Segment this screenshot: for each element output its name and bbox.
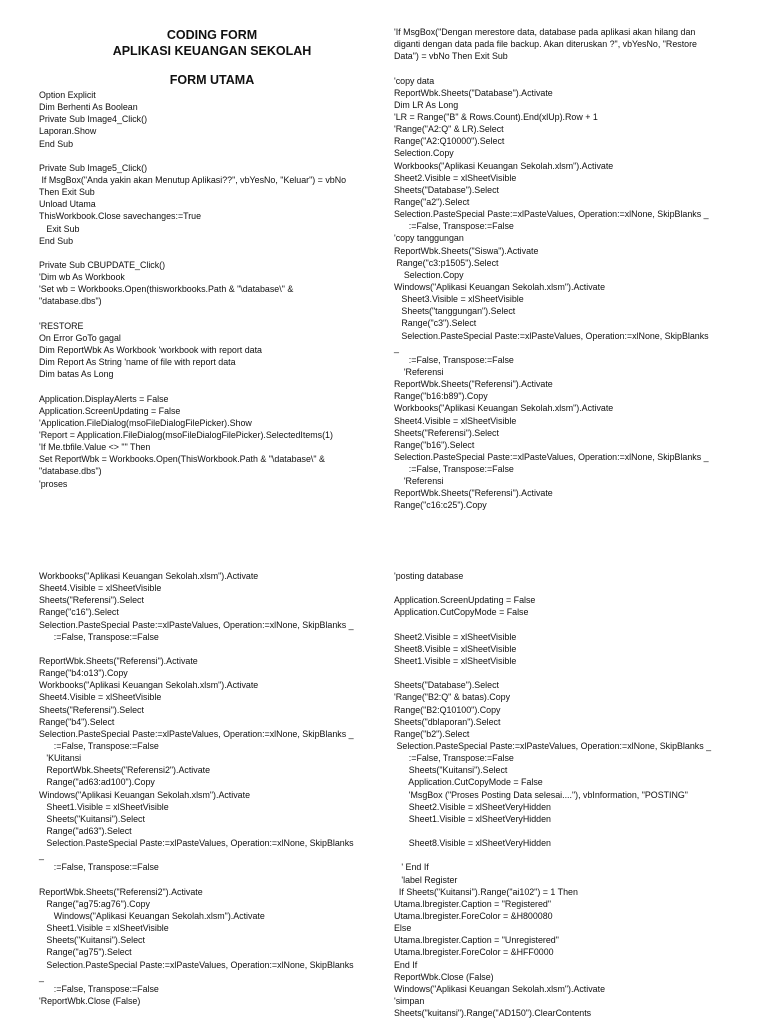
code-line bbox=[394, 825, 750, 837]
code-line: Selection.PasteSpecial Paste:=xlPasteValues, Operation:=xlNone, SkipBlanks bbox=[39, 838, 354, 849]
code-line: 'KUitansi bbox=[39, 753, 82, 764]
code-line: ReportWbk.Sheets("Referensi").Activate bbox=[39, 655, 198, 666]
code-line bbox=[394, 667, 750, 679]
code-line: Windows("Aplikasi Keuangan Sekolah.xlsm").Activate bbox=[39, 910, 265, 921]
code-line: Sheet2.Visible = xlSheetVisible bbox=[394, 631, 517, 642]
code-line: Sheets("Database").Select bbox=[394, 680, 499, 691]
code-line: ReportWbk.Close (False) bbox=[394, 971, 494, 982]
code-line: diganti dengan data pada file backup. Akan diteruskan ?", vbYesNo, "Restore bbox=[394, 39, 697, 50]
code-line: Private Sub Image5_Click() bbox=[39, 162, 148, 173]
code-line: ThisWorkbook.Close savechanges:=True bbox=[39, 211, 202, 222]
code-line: Sheets("Kuitansi").Select bbox=[39, 813, 145, 824]
code-line: Range("b4").Select bbox=[39, 716, 115, 727]
code-line: Range("c3:p1505").Select bbox=[394, 257, 499, 268]
code-line: Sheets("dblaporan").Select bbox=[394, 716, 501, 727]
code-line: ReportWbk.Sheets("Referensi").Activate bbox=[394, 379, 553, 390]
code-line: :=False, Transpose:=False bbox=[394, 464, 514, 475]
code-line bbox=[39, 247, 395, 259]
code-line: Selection.PasteSpecial Paste:=xlPasteValues, Operation:=xlNone, SkipBlanks _ bbox=[394, 451, 709, 462]
code-line: Range("ag75:ag76").Copy bbox=[39, 898, 150, 909]
code-line: 'ReportWbk.Close (False) bbox=[39, 995, 141, 1006]
code-line: 'Set wb = Workbooks.Open(thisworkbooks.Path & "\database\" & bbox=[39, 284, 294, 295]
code-line: Utama.lbregister.ForeColor = &HFF0000 bbox=[394, 947, 554, 958]
code-line: _ bbox=[394, 342, 399, 353]
code-line bbox=[394, 62, 750, 74]
code-line: Application.CutCopyMode = False bbox=[394, 777, 543, 788]
code-line: Dim batas As Long bbox=[39, 369, 114, 380]
code-line: :=False, Transpose:=False bbox=[39, 862, 159, 873]
code-line: _ bbox=[39, 850, 44, 861]
code-line: Range("b16").Select bbox=[394, 439, 475, 450]
code-line bbox=[39, 150, 395, 162]
code-line: :=False, Transpose:=False bbox=[39, 983, 159, 994]
code-line: 'copy tanggungan bbox=[394, 233, 464, 244]
code-line: Laporan.Show bbox=[39, 126, 97, 137]
code-line bbox=[39, 874, 395, 886]
code-line bbox=[394, 849, 750, 861]
code-line bbox=[39, 643, 395, 655]
code-line: Selection.PasteSpecial Paste:=xlPasteValues, Operation:=xlNone, SkipBlanks _ bbox=[39, 619, 354, 630]
code-line: Workbooks("Aplikasi Keuangan Sekolah.xlsm").Activate bbox=[394, 403, 614, 414]
code-line: Selection.PasteSpecial Paste:=xlPasteValues, Operation:=xlNone, SkipBlanks _ bbox=[394, 209, 709, 220]
code-line: Sheet4.Visible = xlSheetVisible bbox=[39, 692, 162, 703]
code-line: Application.ScreenUpdating = False bbox=[39, 405, 181, 416]
code-line: Then Exit Sub bbox=[39, 187, 95, 198]
code-line: If Sheets("Kuitansi").Range("ai102") = 1 Then bbox=[394, 886, 578, 897]
code-line: 'MsgBox ("Proses Posting Data selesai...."), vbInformation, "POSTING" bbox=[394, 789, 688, 800]
code-line: Workbooks("Aplikasi Keuangan Sekolah.xlsm").Activate bbox=[39, 680, 259, 691]
code-line: Sheet1.Visible = xlSheetVisible bbox=[39, 801, 169, 812]
document-title-line2: APLIKASI KEUANGAN SEKOLAH bbox=[112, 44, 312, 58]
code-line: Sheet4.Visible = xlSheetVisible bbox=[394, 415, 517, 426]
code-line: 'Range("A2:Q" & LR).Select bbox=[394, 124, 504, 135]
code-line: 'If Me.tbfile.Value <> "" Then bbox=[39, 442, 151, 453]
code-line: 'Dim wb As Workbook bbox=[39, 272, 125, 283]
code-line: ReportWbk.Sheets("Siswa").Activate bbox=[394, 245, 539, 256]
code-line: Data") = vbNo Then Exit Sub bbox=[394, 51, 508, 62]
code-line: Utama.lbregister.Caption = "Unregistered" bbox=[394, 935, 559, 946]
code-line: Windows("Aplikasi Keuangan Sekolah.xlsm").Activate bbox=[394, 983, 606, 994]
code-line: ReportWbk.Sheets("Referensi2").Activate bbox=[39, 765, 211, 776]
code-line: Selection.PasteSpecial Paste:=xlPasteValues, Operation:=xlNone, SkipBlanks bbox=[39, 959, 354, 970]
code-line: Sheet8.Visible = xlSheetVisible bbox=[394, 643, 517, 654]
code-line bbox=[39, 308, 395, 320]
code-line: Range("b16:b89").Copy bbox=[394, 391, 488, 402]
code-line: 'posting database bbox=[394, 571, 464, 581]
code-line: Private Sub Image4_Click() bbox=[39, 114, 148, 125]
code-line: Range("ag75").Select bbox=[39, 947, 132, 958]
code-line: Application.ScreenUpdating = False bbox=[394, 595, 536, 606]
code-line: ReportWbk.Sheets("Referensi").Activate bbox=[394, 488, 553, 499]
code-line: Utama.lbregister.Caption = "Registered" bbox=[394, 898, 552, 909]
code-line: Else bbox=[394, 923, 412, 934]
code-line: 'simpan bbox=[394, 995, 425, 1006]
code-line: Utama.lbregister.ForeColor = &H800080 bbox=[394, 910, 553, 921]
code-line: Sheets("kuitansi").Range("AD150").ClearContents bbox=[394, 1008, 592, 1019]
code-line: Application.CutCopyMode = False bbox=[394, 607, 529, 618]
code-line: 'label Register bbox=[394, 874, 458, 885]
code-line: Unload Utama bbox=[39, 199, 96, 210]
code-line: Range("A2:Q10000").Select bbox=[394, 136, 505, 147]
code-line: ReportWbk.Sheets("Database").Activate bbox=[394, 87, 553, 98]
code-line: End Sub bbox=[39, 235, 74, 246]
code-line: Range("ad63:ad100").Copy bbox=[39, 777, 155, 788]
code-column-top-left bbox=[39, 89, 395, 490]
code-line: Range("ad63").Select bbox=[39, 825, 132, 836]
code-line: 'RESTORE bbox=[39, 320, 84, 331]
code-line: Sheets("tanggungan").Select bbox=[394, 306, 516, 317]
code-line: "database.dbs") bbox=[39, 296, 102, 307]
code-line: :=False, Transpose:=False bbox=[39, 631, 159, 642]
code-line: Set ReportWbk = Workbooks.Open(ThisWorkbook.Path & "\database\" & bbox=[39, 454, 325, 465]
code-column-bottom-right bbox=[394, 570, 750, 1019]
code-line bbox=[39, 380, 395, 392]
code-line: ReportWbk.Sheets("Referensi2").Activate bbox=[39, 886, 203, 897]
code-line: :=False, Transpose:=False bbox=[394, 354, 514, 365]
code-line: 'Application.FileDialog(msoFileDialogFilePicker).Show bbox=[39, 417, 252, 428]
code-line: Selection.PasteSpecial Paste:=xlPasteValues, Operation:=xlNone, SkipBlanks _ bbox=[394, 740, 712, 751]
code-line: Range("c16").Select bbox=[39, 607, 119, 618]
code-line: Workbooks("Aplikasi Keuangan Sekolah.xlsm").Activate bbox=[39, 571, 259, 581]
code-line: "database.dbs") bbox=[39, 466, 102, 477]
document-title-line1: CODING FORM bbox=[166, 28, 258, 42]
code-line: Windows("Aplikasi Keuangan Sekolah.xlsm").Activate bbox=[394, 281, 606, 292]
code-line: :=False, Transpose:=False bbox=[39, 740, 159, 751]
code-line: Sheets("Referensi").Select bbox=[39, 704, 144, 715]
code-line: Selection.Copy bbox=[394, 148, 454, 159]
code-line: Dim ReportWbk As Workbook 'workbook with report data bbox=[39, 344, 262, 355]
code-line: Sheet2.Visible = xlSheetVisible bbox=[394, 172, 517, 183]
code-line bbox=[394, 619, 750, 631]
code-line: Dim Berhenti As Boolean bbox=[39, 102, 138, 113]
code-line: :=False, Transpose:=False bbox=[394, 753, 514, 764]
code-line: ' End If bbox=[394, 862, 429, 873]
code-line: Sheet3.Visible = xlSheetVisible bbox=[394, 294, 524, 305]
code-line: Sheet4.Visible = xlSheetVisible bbox=[39, 583, 162, 594]
code-line: Sheet1.Visible = xlSheetVisible bbox=[394, 655, 517, 666]
form-subtitle: FORM UTAMA bbox=[169, 73, 255, 87]
code-line: 'Report = Application.FileDialog(msoFileDialogFilePicker).SelectedItems(1) bbox=[39, 429, 333, 440]
code-line: Sheet2.Visible = xlSheetVeryHidden bbox=[394, 801, 551, 812]
code-line: Range("c3").Select bbox=[394, 318, 477, 329]
code-line: Range("a2").Select bbox=[394, 196, 470, 207]
code-line: :=False, Transpose:=False bbox=[394, 221, 514, 232]
code-line: Range("c16:c25").Copy bbox=[394, 500, 487, 511]
code-line: 'copy data bbox=[394, 75, 435, 86]
code-line: Private Sub CBUPDATE_Click() bbox=[39, 259, 166, 270]
code-line: Range("b2").Select bbox=[394, 728, 470, 739]
code-line: Sheets("Database").Select bbox=[394, 184, 499, 195]
code-line: Sheets("Kuitansi").Select bbox=[394, 765, 508, 776]
code-line: 'Referensi bbox=[394, 476, 444, 487]
code-line: _ bbox=[39, 971, 44, 982]
code-line: 'proses bbox=[39, 478, 68, 489]
code-line: On Error GoTo gagal bbox=[39, 332, 121, 343]
code-line: 'LR = Range("B" & Rows.Count).End(xlUp).Row + 1 bbox=[394, 111, 598, 122]
code-line: Sheets("Kuitansi").Select bbox=[39, 935, 145, 946]
code-line: Sheet1.Visible = xlSheetVeryHidden bbox=[394, 813, 551, 824]
code-line: Selection.PasteSpecial Paste:=xlPasteValues, Operation:=xlNone, SkipBlanks bbox=[394, 330, 709, 341]
code-line: 'Range("B2:Q" & batas).Copy bbox=[394, 692, 511, 703]
code-line: Option Explicit bbox=[39, 90, 96, 100]
code-line: Application.DisplayAlerts = False bbox=[39, 393, 169, 404]
code-line bbox=[394, 582, 750, 594]
code-line: Sheet1.Visible = xlSheetVisible bbox=[39, 923, 169, 934]
code-line: Sheets("Referensi").Select bbox=[394, 427, 499, 438]
code-line: 'Referensi bbox=[394, 366, 444, 377]
code-line: Range("B2:Q10100").Copy bbox=[394, 704, 501, 715]
code-line: 'If MsgBox("Dengan merestore data, database pada aplikasi akan hilang dan bbox=[394, 27, 696, 37]
code-line: Dim Report As String 'name of file with report data bbox=[39, 357, 236, 368]
code-line: Exit Sub bbox=[39, 223, 80, 234]
code-line: Selection.PasteSpecial Paste:=xlPasteValues, Operation:=xlNone, SkipBlanks _ bbox=[39, 728, 354, 739]
code-line: Dim LR As Long bbox=[394, 99, 459, 110]
code-column-top-right bbox=[394, 26, 750, 512]
code-line: Selection.Copy bbox=[394, 269, 464, 280]
code-line: Range("b4:o13").Copy bbox=[39, 668, 128, 679]
code-line: If MsgBox("Anda yakin akan Menutup Aplikasi??", vbYesNo, "Keluar") = vbNo bbox=[39, 174, 347, 185]
code-line: Sheets("Referensi").Select bbox=[39, 595, 144, 606]
code-line: End If bbox=[394, 959, 418, 970]
code-line: End Sub bbox=[39, 138, 74, 149]
code-line: Workbooks("Aplikasi Keuangan Sekolah.xlsm").Activate bbox=[394, 160, 614, 171]
code-line: Windows("Aplikasi Keuangan Sekolah.xlsm").Activate bbox=[39, 789, 251, 800]
code-column-bottom-left bbox=[39, 570, 395, 1007]
code-line: Sheet8.Visible = xlSheetVeryHidden bbox=[394, 838, 551, 849]
